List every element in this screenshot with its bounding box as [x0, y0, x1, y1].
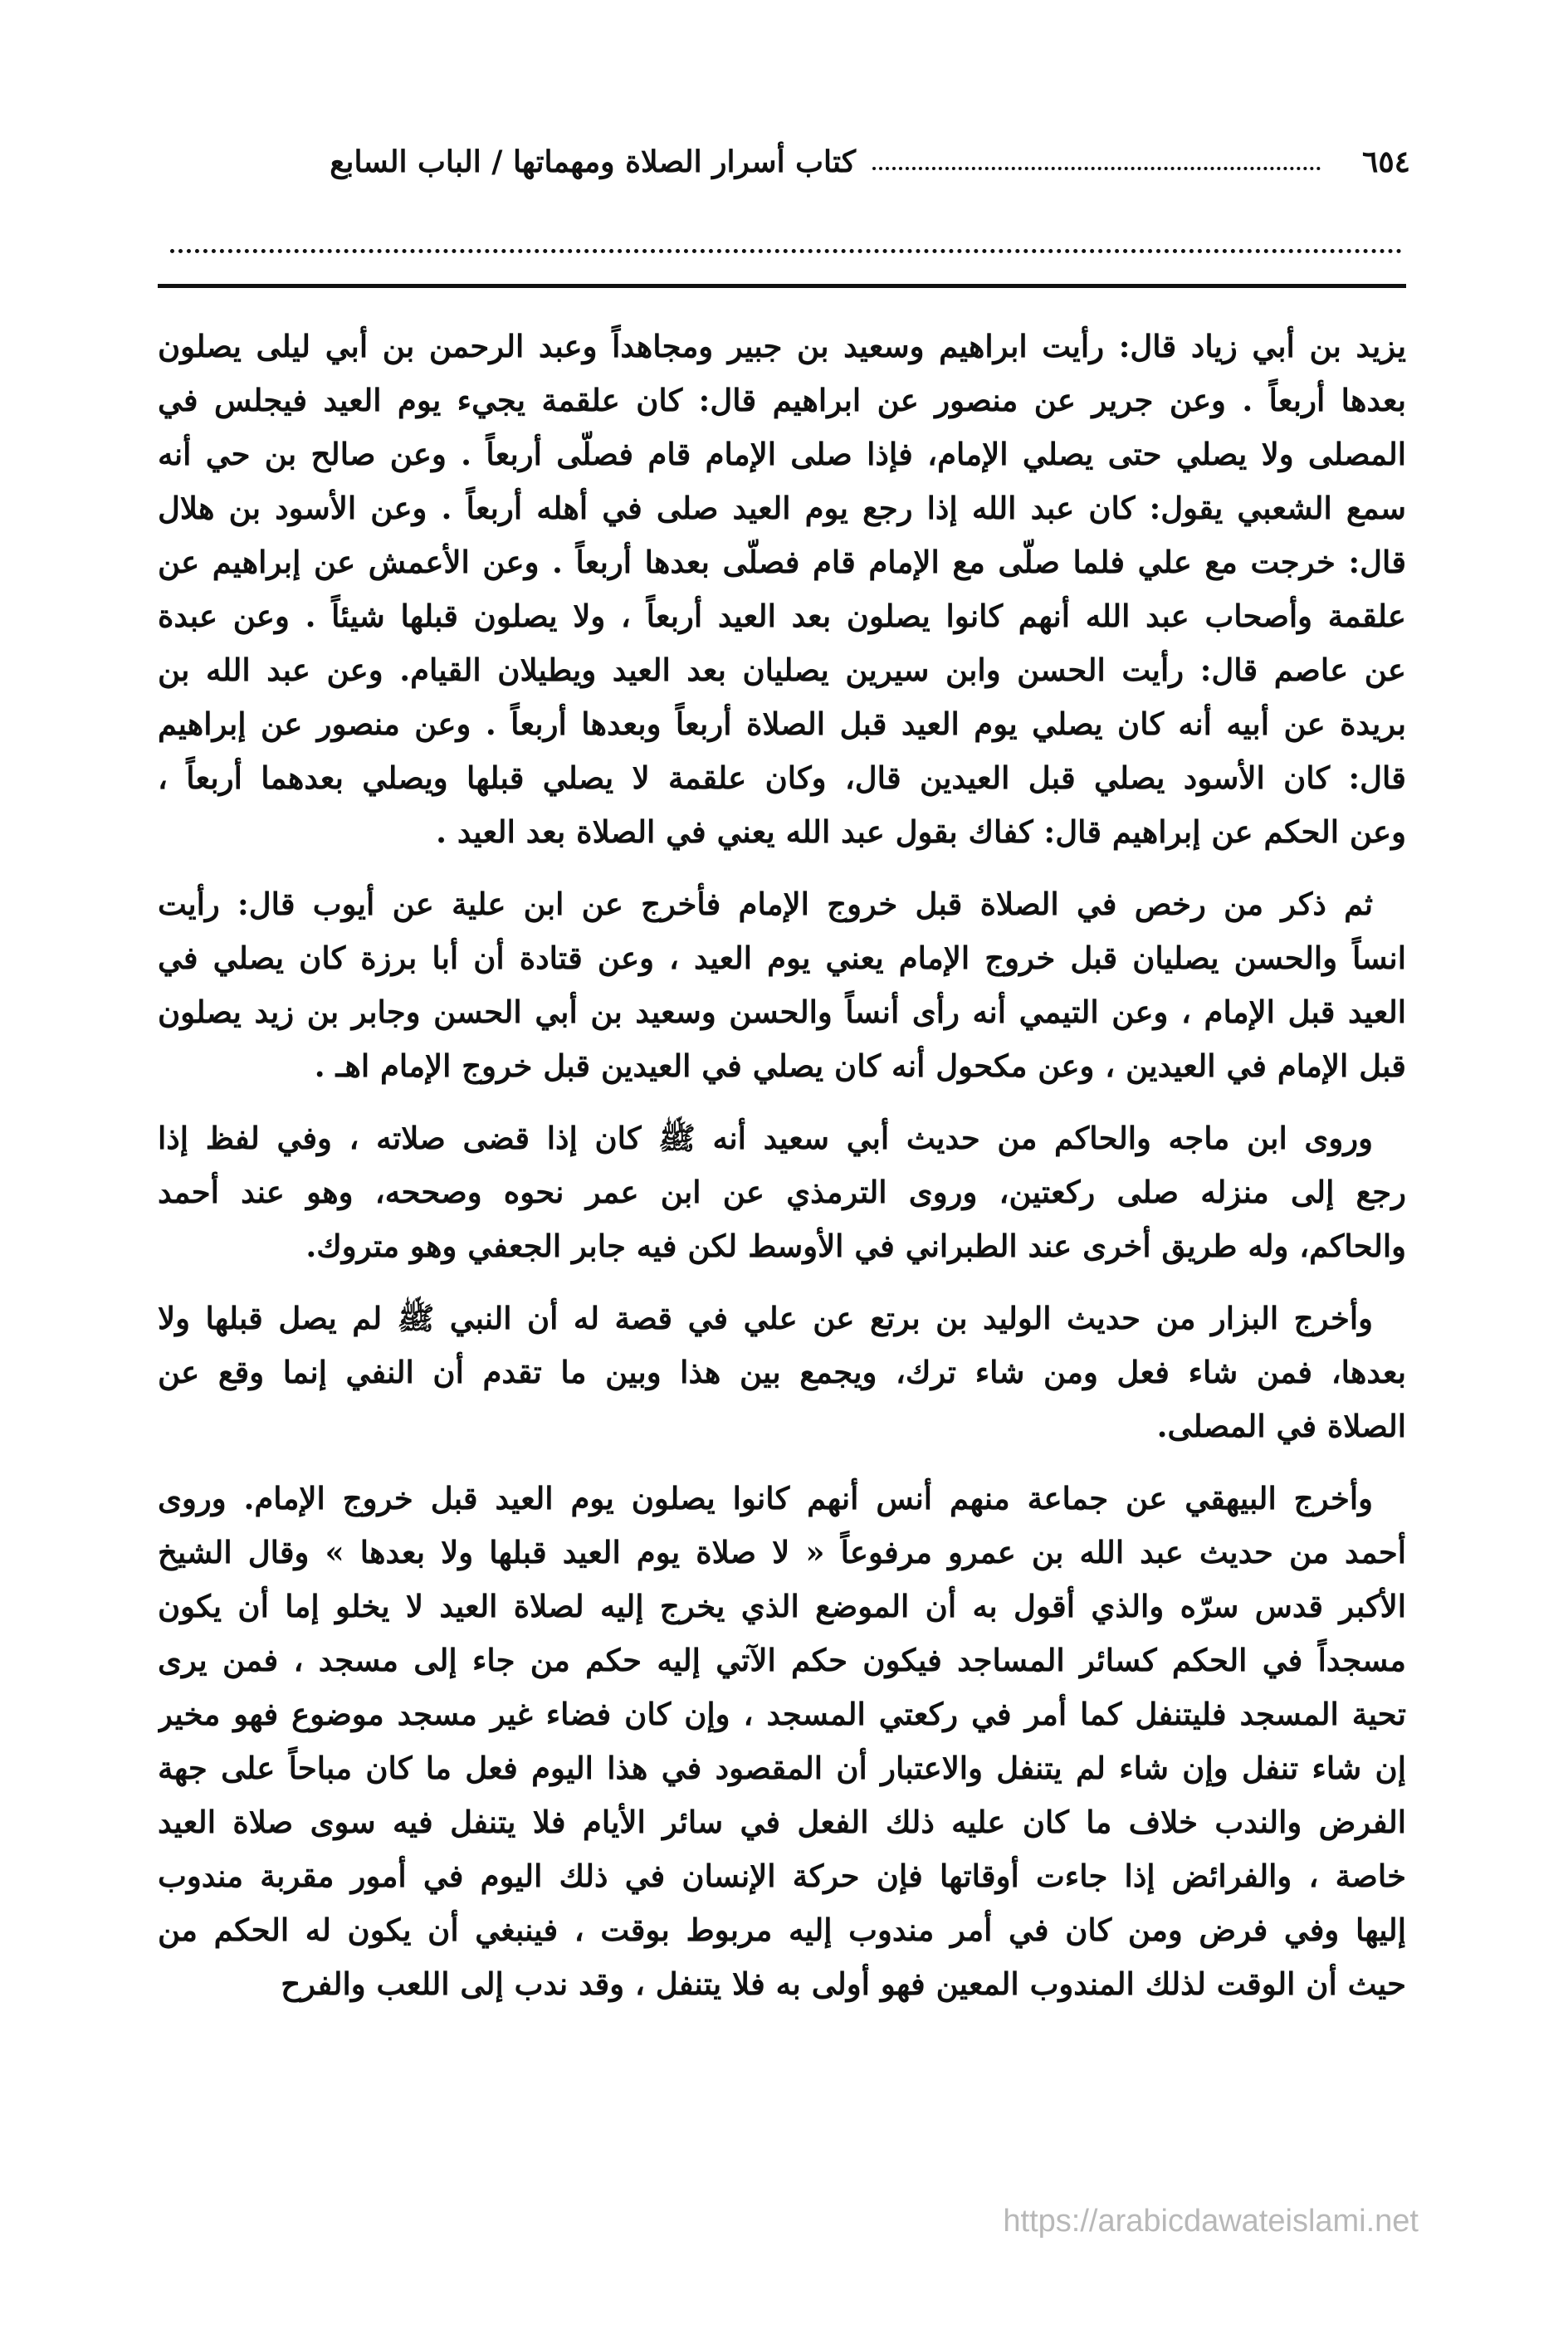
running-header: [154, 133, 1410, 191]
text-line: قال: كان الأسود يصلي قبل العيدين قال، وكان علقمة لا يصلي قبلها ويصلي بعدهما أربعاً ،: [158, 759, 1406, 796]
paragraph: [158, 877, 1406, 1093]
text-line: إليها وفي فرض ومن كان في أمر مندوب إليه مربوط بوقت ، فينبغي أن يكون له الحكم من: [158, 1912, 1406, 1948]
paragraph: [158, 320, 1406, 859]
text-line: والحاكم، وله طريق أخرى عند الطبراني في الأوسط لكن فيه جابر الجعفي وهو متروك.: [305, 1228, 1406, 1264]
text-line: العيد قبل الإمام ، وعن التيمي أنه رأى أنساً والحسن وسعيد بن أبي الحسن وجابر بن زيد يصلون: [158, 994, 1406, 1030]
text-line: وأخرج البيهقي عن جماعة منهم أنس أنهم كانوا يصلون يوم العيد قبل خروج الإمام. وروى: [158, 1480, 1373, 1516]
running-title: كتاب أسرار الصلاة ومهماتها / الباب السابع: [330, 144, 856, 179]
text-line: رجع إلى منزله صلى ركعتين، وروى الترمذي عن ابن عمر نحوه وصححه، وهو عند أحمد: [158, 1174, 1406, 1210]
text-line: تحية المسجد فليتنفل كما أمر في ركعتي المسجد ، وإن كان فضاء غير مسجد موضوع فهو مخير: [158, 1696, 1406, 1732]
text-line: وأخرج البزار من حديث الوليد بن برتع عن علي في قصة له أن النبي ﷺ لم يصل قبلها ولا: [158, 1300, 1373, 1336]
text-line: خاصة ، والفرائض إذا جاءت أوقاتها فإن حركة الإنسان في ذلك اليوم في أمور مقربة مندوب: [158, 1858, 1406, 1894]
text-line: سمع الشعبي يقول: كان عبد الله إذا رجع يوم العيد صلى في أهله أربعاً . وعن الأسود بن هلال: [158, 490, 1406, 526]
text-line: قبل الإمام في العيدين ، وعن مكحول أنه كان يصلي في العيدين قبل خروج الإمام اهـ .: [314, 1047, 1406, 1084]
paragraph: [158, 1111, 1406, 1273]
text-line: بريدة عن أبيه أنه كان يصلي يوم العيد قبل الصلاة أربعاً وبعدها أربعاً . وعن منصور عن إبراهيم: [158, 706, 1406, 742]
text-line: يزيد بن أبي زياد قال: رأيت ابراهيم وسعيد بن جبير ومجاهداً وعبد الرحمن بن أبي ليلى يصلون: [158, 328, 1406, 364]
header-dot-leader: [872, 167, 1321, 170]
text-line: حيث أن الوقت لذلك المندوب المعين فهو أولى به فلا يتنفل ، وقد ندب إلى اللعب والفرح: [281, 1966, 1406, 2002]
text-line: وروى ابن ماجه والحاكم من حديث أبي سعيد أنه ﷺ كان إذا قضى صلاته ، وفي لفظ إذا: [158, 1120, 1373, 1156]
watermark-url: https://arabicdawateislami.net: [1003, 2204, 1419, 2239]
text-line: علقمة وأصحاب عبد الله أنهم كانوا يصلون بعد العيد أربعاً ، ولا يصلون قبلها شيئاً . وعن عبدة: [158, 598, 1406, 634]
dotted-divider: [170, 249, 1402, 253]
text-line: قال: خرجت مع علي فلما صلّى مع الإمام قام فصلّى بعدها أربعاً . وعن الأعمش عن إبراهيم عن: [158, 544, 1406, 580]
paragraph: [158, 1472, 1406, 2011]
text-line: الفرض والندب خلاف ما كان عليه ذلك الفعل في سائر الأيام فلا يتنفل فيه سوى صلاة العيد: [158, 1804, 1406, 1840]
page-body: [158, 320, 1406, 2029]
text-line: انساً والحسن يصليان قبل خروج الإمام يعني يوم العيد ، وعن قتادة أن أبا برزة كان يصلي في: [158, 940, 1406, 976]
text-line: الأكبر قدس سرّه والذي أقول به أن الموضع الذي يخرج إليه لصلاة العيد لا يخلو إما أن يكون: [158, 1588, 1406, 1624]
text-line: مسجداً في الحكم كسائر المساجد فيكون حكم الآتي إليه حكم من جاء إلى مسجد ، فمن يرى: [158, 1642, 1406, 1678]
text-line: أحمد من حديث عبد الله بن عمرو مرفوعاً « لا صلاة يوم العيد قبلها ولا بعدها » وقال الشيخ: [158, 1534, 1406, 1570]
text-line: وعن الحكم عن إبراهيم قال: كفاك بقول عبد الله يعني في الصلاة بعد العيد .: [436, 813, 1406, 850]
text-line: المصلى ولا يصلي حتى يصلي الإمام، فإذا صلى الإمام قام فصلّى أربعاً . وعن صالح بن حي أنه: [158, 436, 1406, 472]
text-line: عن عاصم قال: رأيت الحسن وابن سيرين يصليان بعد العيد ويطيلان القيام. وعن عبد الله بن: [158, 652, 1406, 688]
text-line: بعدها، فمن شاء فعل ومن شاء ترك، ويجمع بين هذا وبين ما تقدم أن النفي إنما وقع عن: [158, 1354, 1406, 1390]
header-rule: [158, 284, 1406, 288]
text-line: بعدها أربعاً . وعن جرير عن منصور عن ابراهيم قال: كان علقمة يجيء يوم العيد فيجلس في: [158, 382, 1406, 418]
page-number: ٦٥٤: [1361, 144, 1410, 179]
text-line: إن شاء تنفل وإن شاء لم يتنفل والاعتبار أن المقصود في هذا اليوم فعل ما كان مباحاً على جهة: [158, 1750, 1406, 1786]
text-line: الصلاة في المصلى.: [1156, 1408, 1406, 1444]
paragraph: [158, 1292, 1406, 1453]
text-line: ثم ذكر من رخص في الصلاة قبل خروج الإمام فأخرج عن ابن علية عن أيوب قال: رأيت: [158, 886, 1373, 922]
